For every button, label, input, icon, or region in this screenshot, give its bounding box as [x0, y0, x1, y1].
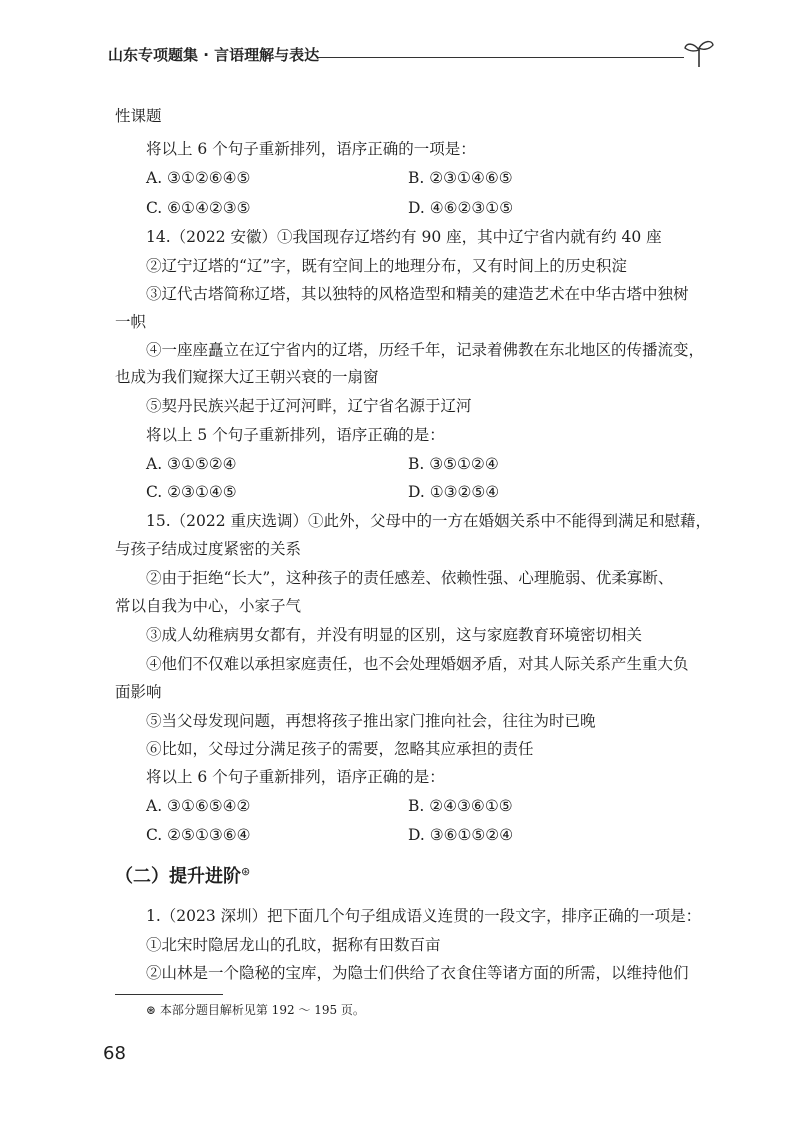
question-15-sentence-1-cont: 与孩子结成过度紧密的关系: [115, 540, 302, 558]
question-15-sentence-2: ②由于拒绝“长大”，这种孩子的责任感差、依赖性强、心理脆弱、优柔寡断、: [146, 569, 674, 587]
question-15-sentence-6: ⑥比如，父母过分满足孩子的需要，忽略其应承担的责任: [146, 740, 534, 758]
option-b: B. ②④③⑥①⑤: [408, 797, 513, 815]
question-prompt: 将以上 6 个句子重新排列，语序正确的一项是：: [146, 140, 476, 158]
question-14-sentence-2: ②辽宁辽塔的“辽”字，既有空间上的地理分布，又有时间上的历史积淀: [146, 257, 627, 275]
footnote: ⊛ 本部分题目解析见第 192 ～ 195 页。: [146, 1003, 365, 1017]
header-rule: [318, 57, 684, 58]
question-15-sentence-4: ④他们不仅难以承担家庭责任，也不会处理婚姻矛盾，对其人际关系产生重大负: [146, 655, 689, 673]
option-b: B. ②③①④⑥⑤: [408, 169, 513, 187]
question-1-sentence-2: ②山林是一个隐秘的宝库，为隐士们供给了衣食住等诸方面的所需，以维持他们: [146, 964, 689, 982]
question-15-sentence-3: ③成人幼稚病男女都有，并没有明显的区别，这与家庭教育环境密切相关: [146, 626, 643, 644]
section-heading: [115, 862, 250, 888]
question-14-sentence-3: ③辽代古塔简称辽塔，其以独特的风格造型和精美的建造艺术在中华古塔中独树: [146, 285, 689, 303]
question-14-sentence-4: ④一座座矗立在辽宁省内的辽塔，历经千年，记录着佛教在东北地区的传播流变，: [146, 341, 705, 359]
page-number: 68: [103, 1043, 126, 1064]
running-header: 山东专项题集 · 言语理解与表达: [108, 46, 320, 64]
section-heading-text: （二）提升进阶: [115, 866, 241, 887]
question-14-sentence-3-cont: 一帜: [115, 313, 147, 331]
text-line: 性课题: [115, 107, 162, 125]
option-c: C. ②③①④⑤: [146, 483, 237, 501]
option-d: D. ③⑥①⑤②④: [408, 826, 514, 844]
footnote-rule: [115, 994, 223, 995]
option-c: C. ②⑤①③⑥④: [146, 826, 251, 844]
footnote-marker: ⊛: [241, 865, 251, 878]
option-d: D. ①③②⑤④: [408, 483, 500, 501]
question-14-sentence-4-cont: 也成为我们窥探大辽王朝兴衰的一扇窗: [115, 368, 379, 386]
option-c: C. ⑥①④②③⑤: [146, 199, 251, 217]
question-15-sentence-1: 15.（2022 重庆选调）①此外，父母中的一方在婚姻关系中不能得到满足和慰藉，: [146, 512, 712, 530]
question-15-sentence-4-cont: 面影响: [115, 683, 162, 701]
sprout-icon: [683, 38, 715, 68]
question-15-sentence-2-cont: 常以自我为中心，小家子气: [115, 597, 302, 615]
question-prompt: 将以上 5 个句子重新排列，语序正确的是：: [146, 426, 445, 444]
question-1-prompt: 1.（2023 深圳）把下面几个句子组成语义连贯的一段文字，排序正确的一项是：: [146, 907, 702, 925]
question-14-sentence-5: ⑤契丹民族兴起于辽河河畔，辽宁省名源于辽河: [146, 397, 472, 415]
option-a: A. ③①②⑥④⑤: [146, 169, 251, 187]
option-b: B. ③⑤①②④: [408, 455, 499, 473]
question-15-sentence-5: ⑤当父母发现问题，再想将孩子推出家门推向社会，往往为时已晚: [146, 712, 596, 730]
question-1-sentence-1: ①北宋时隐居龙山的孔旼，据称有田数百亩: [146, 936, 441, 954]
option-a: A. ③①⑥⑤④②: [146, 797, 251, 815]
option-a: A. ③①⑤②④: [146, 455, 237, 473]
question-14-sentence-1: 14.（2022 安徽）①我国现存辽塔约有 90 座，其中辽宁省内就有约 40 座: [146, 228, 662, 246]
option-d: D. ④⑥②③①⑤: [408, 199, 514, 217]
question-prompt: 将以上 6 个句子重新排列，语序正确的是：: [146, 768, 445, 786]
